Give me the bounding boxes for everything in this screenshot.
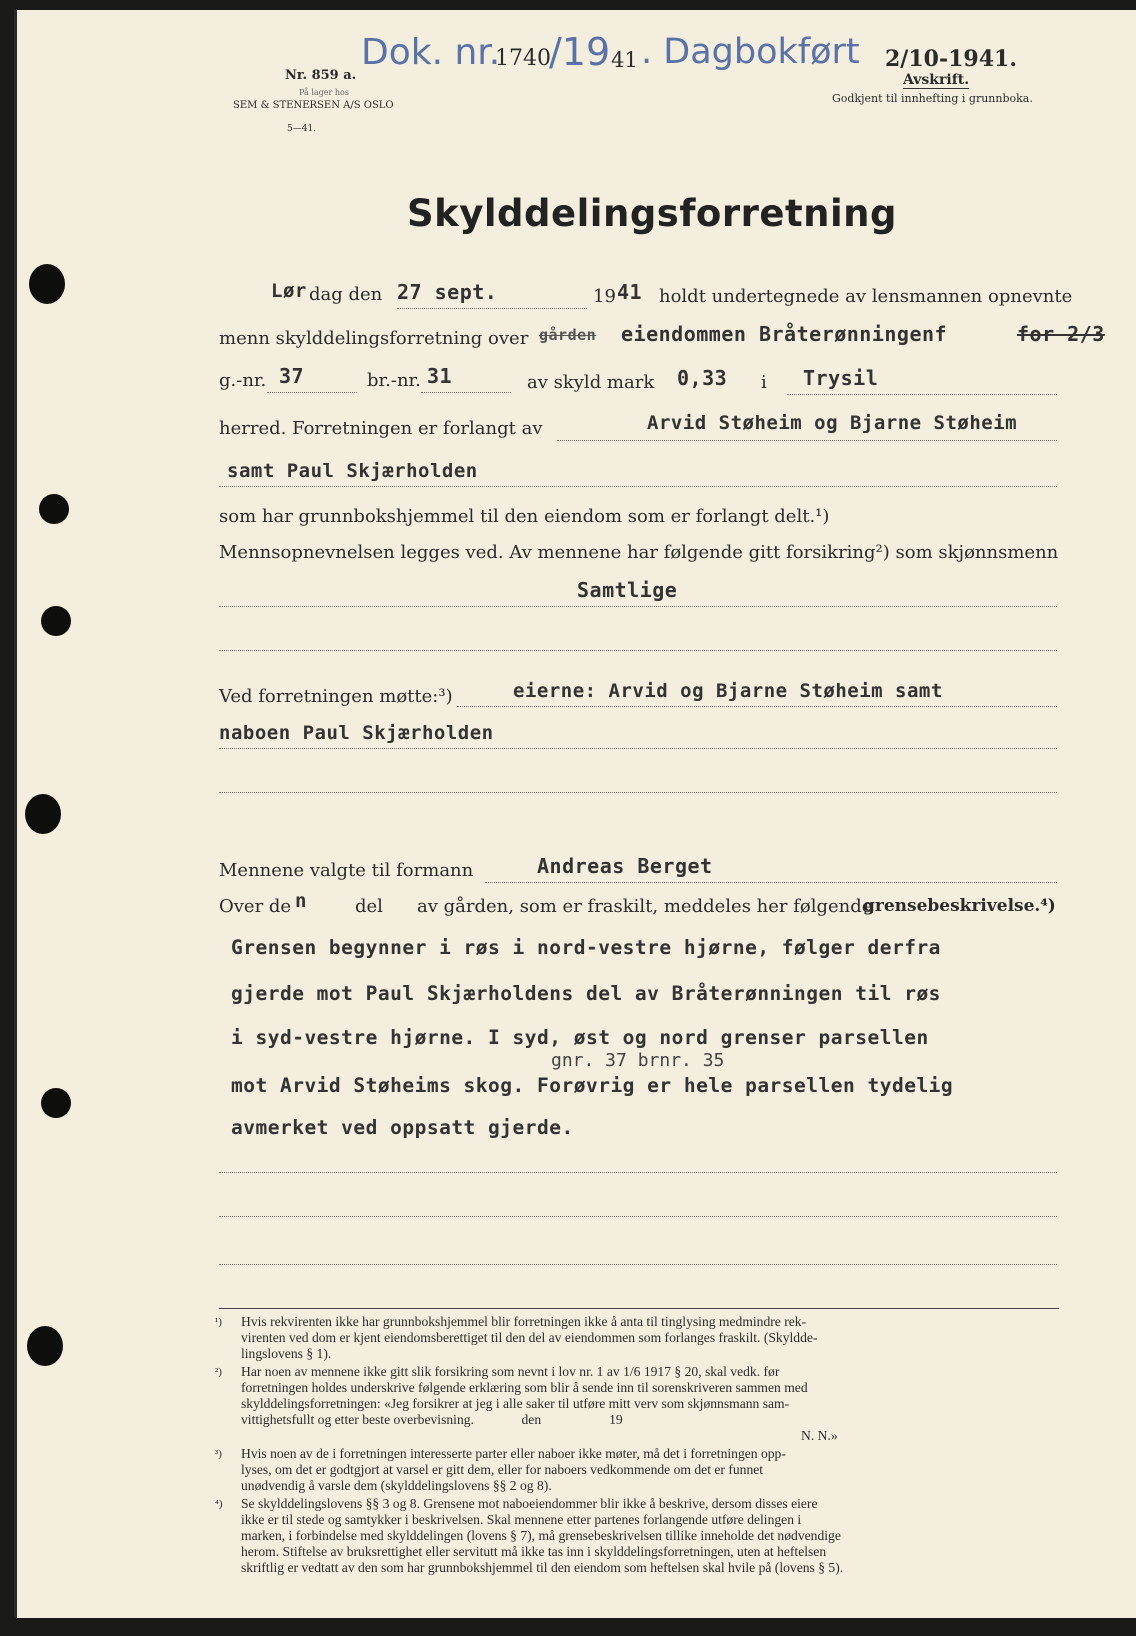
line2-typed: eiendommen Bråterønningenf bbox=[621, 322, 948, 346]
footnote-line: marken, i forbindelse med skylddelingen (lovens § 7), må grensebeskrivelsen tillike inneholde det nødvendige bbox=[241, 1528, 841, 1543]
footnote-line: Hvis noen av de i forretningen interesserte parter eller naboer ikke møter, må det i forretningen opp- bbox=[241, 1446, 786, 1461]
del-label: del bbox=[355, 896, 383, 917]
dotline bbox=[219, 748, 1057, 749]
mote-label: Ved forretningen møtte:³) bbox=[219, 686, 453, 707]
bnr-label: br.-nr. bbox=[367, 370, 421, 391]
footnote-mark: ¹) bbox=[215, 1316, 222, 1328]
formann: Andreas Berget bbox=[537, 854, 713, 878]
skyld-value: 0,33 bbox=[677, 366, 728, 390]
footnote-line: ikke er til stede og samtykker i beskrivelsen. Skal mennene etter partenes forlangende utføre delingen i bbox=[241, 1512, 802, 1527]
desc-insert: gnr. 37 brnr. 35 bbox=[551, 1050, 725, 1071]
desc-line-1: Grensen begynner i røs i nord-vestre hjørne, følger derfra bbox=[231, 936, 941, 959]
stamp-number: 1740 bbox=[495, 46, 551, 71]
desc-line-3: i syd-vestre hjørne. I syd, øst og nord grenser parsellen bbox=[231, 1026, 929, 1049]
footnote-line: N. N.» bbox=[801, 1428, 838, 1443]
gnr-label: g.-nr. bbox=[219, 370, 267, 391]
avskrift-label: Avskrift. bbox=[903, 72, 970, 88]
line2-struck: gården bbox=[539, 326, 597, 344]
page-title: Skylddelingsforretning bbox=[407, 192, 897, 235]
footnote-line: virenten ved dom er kjent eiendomsberettiget til den del av eiendommen som forlanges fraskilt. (Skyldde- bbox=[241, 1330, 818, 1345]
publisher-line-1: På lager hos bbox=[299, 88, 349, 97]
requesters-2: samt Paul Skjærholden bbox=[227, 460, 478, 482]
date-typed: 27 sept. bbox=[397, 280, 498, 304]
footnote-rule bbox=[219, 1308, 1059, 1309]
document-page bbox=[14, 10, 1136, 1618]
publisher-line-2: SEM & STENERSEN A/S OSLO bbox=[233, 100, 394, 111]
dotline bbox=[219, 606, 1057, 607]
footnote-line: unødvendig å varsle dem (skylddelingslovens §§ 2 og 8). bbox=[241, 1478, 552, 1493]
requesters-1: Arvid Støheim og Bjarne Støheim bbox=[647, 412, 1018, 434]
dotline bbox=[219, 486, 1057, 487]
footnote-line: vittighetsfullt og etter beste overbevisning. den 19 bbox=[241, 1412, 623, 1427]
footnote-line: Hvis rekvirenten ikke har grunnbokshjemmel blir forretningen ikke å anta til tinglysing medmindre rek- bbox=[241, 1314, 807, 1329]
line2-struck2: for 2/3 bbox=[1017, 322, 1105, 346]
year-typed: 41 bbox=[617, 280, 643, 304]
day-suffix: dag den bbox=[309, 284, 383, 305]
dotline bbox=[219, 1172, 1057, 1173]
year-prefix: 19 bbox=[593, 286, 616, 307]
footnotes bbox=[215, 1314, 844, 1576]
desc-line-5: avmerket ved oppsatt gjerde. bbox=[231, 1116, 574, 1139]
footnote-3 bbox=[215, 1446, 843, 1494]
footnote-mark: ²) bbox=[215, 1366, 222, 1378]
footnote-line: Har noen av mennene ikke gitt slik forsikring som nevnt i lov nr. 1 av 1/6 1917 § 20, skal vedk. før bbox=[241, 1364, 780, 1379]
publisher-date: 5—41. bbox=[287, 124, 317, 134]
skjonnsmenn: Samtlige bbox=[577, 578, 678, 602]
footnote-mark: ³) bbox=[215, 1448, 222, 1460]
form-number: Nr. 859 a. bbox=[285, 68, 357, 83]
gnr-value: 37 bbox=[279, 364, 305, 388]
dotline bbox=[267, 392, 357, 393]
binder-hole-5 bbox=[41, 1088, 71, 1118]
i-label: i bbox=[761, 372, 767, 393]
footnote-2-signature bbox=[241, 1428, 843, 1444]
footnote-line: lingslovens § 1). bbox=[241, 1346, 332, 1361]
footnote-line: lyses, om det er godtgjort at varsel er gitt dem, eller for naboers vedkommende om det er funnet bbox=[241, 1462, 764, 1477]
footnote-mark: ⁴) bbox=[215, 1498, 223, 1510]
bnr-value: 31 bbox=[427, 364, 453, 388]
dotline bbox=[219, 792, 1057, 793]
desc-line-4: mot Arvid Støheims skog. Forøvrig er hele parsellen tydelig bbox=[231, 1074, 954, 1097]
godkjent-note: Godkjent til innhefting i grunnboka. bbox=[832, 92, 1033, 105]
line2-printed: menn skylddelingsforretning over bbox=[219, 328, 529, 349]
footnote-2 bbox=[215, 1364, 843, 1428]
footnote-1 bbox=[215, 1314, 843, 1362]
dotline bbox=[219, 1264, 1057, 1265]
binder-hole-6 bbox=[27, 1326, 63, 1366]
stamp-date: 2/10-1941. bbox=[885, 46, 1017, 72]
grense-text: av gården, som er fraskilt, meddeles her følgende bbox=[417, 896, 873, 917]
dotline bbox=[219, 650, 1057, 651]
stamp-label: . Dagbokført bbox=[641, 32, 860, 72]
municipality: Trysil bbox=[803, 366, 879, 390]
formann-label: Mennene valgte til formann bbox=[219, 860, 474, 881]
dotline bbox=[457, 706, 1057, 707]
line1-rest: holdt undertegnede av lensmannen opnevnte bbox=[659, 286, 1073, 307]
dotline bbox=[219, 1216, 1057, 1217]
dotline bbox=[421, 392, 511, 393]
line-hjemmel: som har grunnbokshjemmel til den eiendom som er forlangt delt.¹) bbox=[219, 506, 830, 527]
over-de-typed: n bbox=[295, 890, 307, 912]
desc-line-2: gjerde mot Paul Skjærholdens del av Bråterønningen til røs bbox=[231, 982, 941, 1005]
dotline bbox=[397, 308, 587, 309]
skyld-label: av skyld mark bbox=[527, 372, 655, 393]
mote-2: naboen Paul Skjærholden bbox=[219, 722, 494, 744]
binder-hole-2 bbox=[39, 494, 69, 524]
grense-bold: grensebeskrivelse.⁴) bbox=[863, 896, 1056, 916]
mote-1: eierne: Arvid og Bjarne Støheim samt bbox=[513, 680, 943, 702]
stamp-dok: Dok. nr. bbox=[361, 32, 501, 73]
footnote-line: forretningen holdes underskrive følgende erklæring som blir å sende inn til sorenskriveren sammen med bbox=[241, 1380, 808, 1395]
dotline bbox=[557, 440, 1057, 441]
dotline bbox=[485, 882, 1057, 883]
footnote-4 bbox=[215, 1496, 844, 1576]
stamp-year-suffix: 41 bbox=[611, 48, 638, 72]
footnote-line: herom. Stiftelse av bruksrettighet eller servitutt må ikke tas inn i skylddelingsforretningen, uten at heftelsen bbox=[241, 1544, 827, 1559]
footnote-line: Se skylddelingslovens §§ 3 og 8. Grensene mot naboeiendommer blir ikke å beskrive, dersom disses eiere bbox=[241, 1496, 818, 1511]
over-de: Over de bbox=[219, 896, 292, 917]
binder-hole-4 bbox=[25, 794, 61, 834]
footnote-line: skriftlig er vedtatt av den som har grunnbokshjemmel til den eiendom som heftelsen skal hvile på (lovens § 5). bbox=[241, 1560, 844, 1575]
footnote-line: skylddelingsforretningen: «Jeg forsikrer at jeg i alle saker til utføre mitt verv som skjønnsmann sam- bbox=[241, 1396, 790, 1411]
stamp-year: /19 bbox=[549, 30, 611, 74]
herred-label: herred. Forretningen er forlangt av bbox=[219, 418, 543, 439]
dotline bbox=[787, 394, 1057, 395]
day-typed: Lør bbox=[271, 280, 307, 302]
binder-hole-3 bbox=[41, 606, 71, 636]
line-menn: Mennsopnevnelsen legges ved. Av mennene har følgende gitt forsikring²) som skjønnsmenn bbox=[219, 542, 1059, 563]
binder-hole-1 bbox=[29, 264, 65, 304]
